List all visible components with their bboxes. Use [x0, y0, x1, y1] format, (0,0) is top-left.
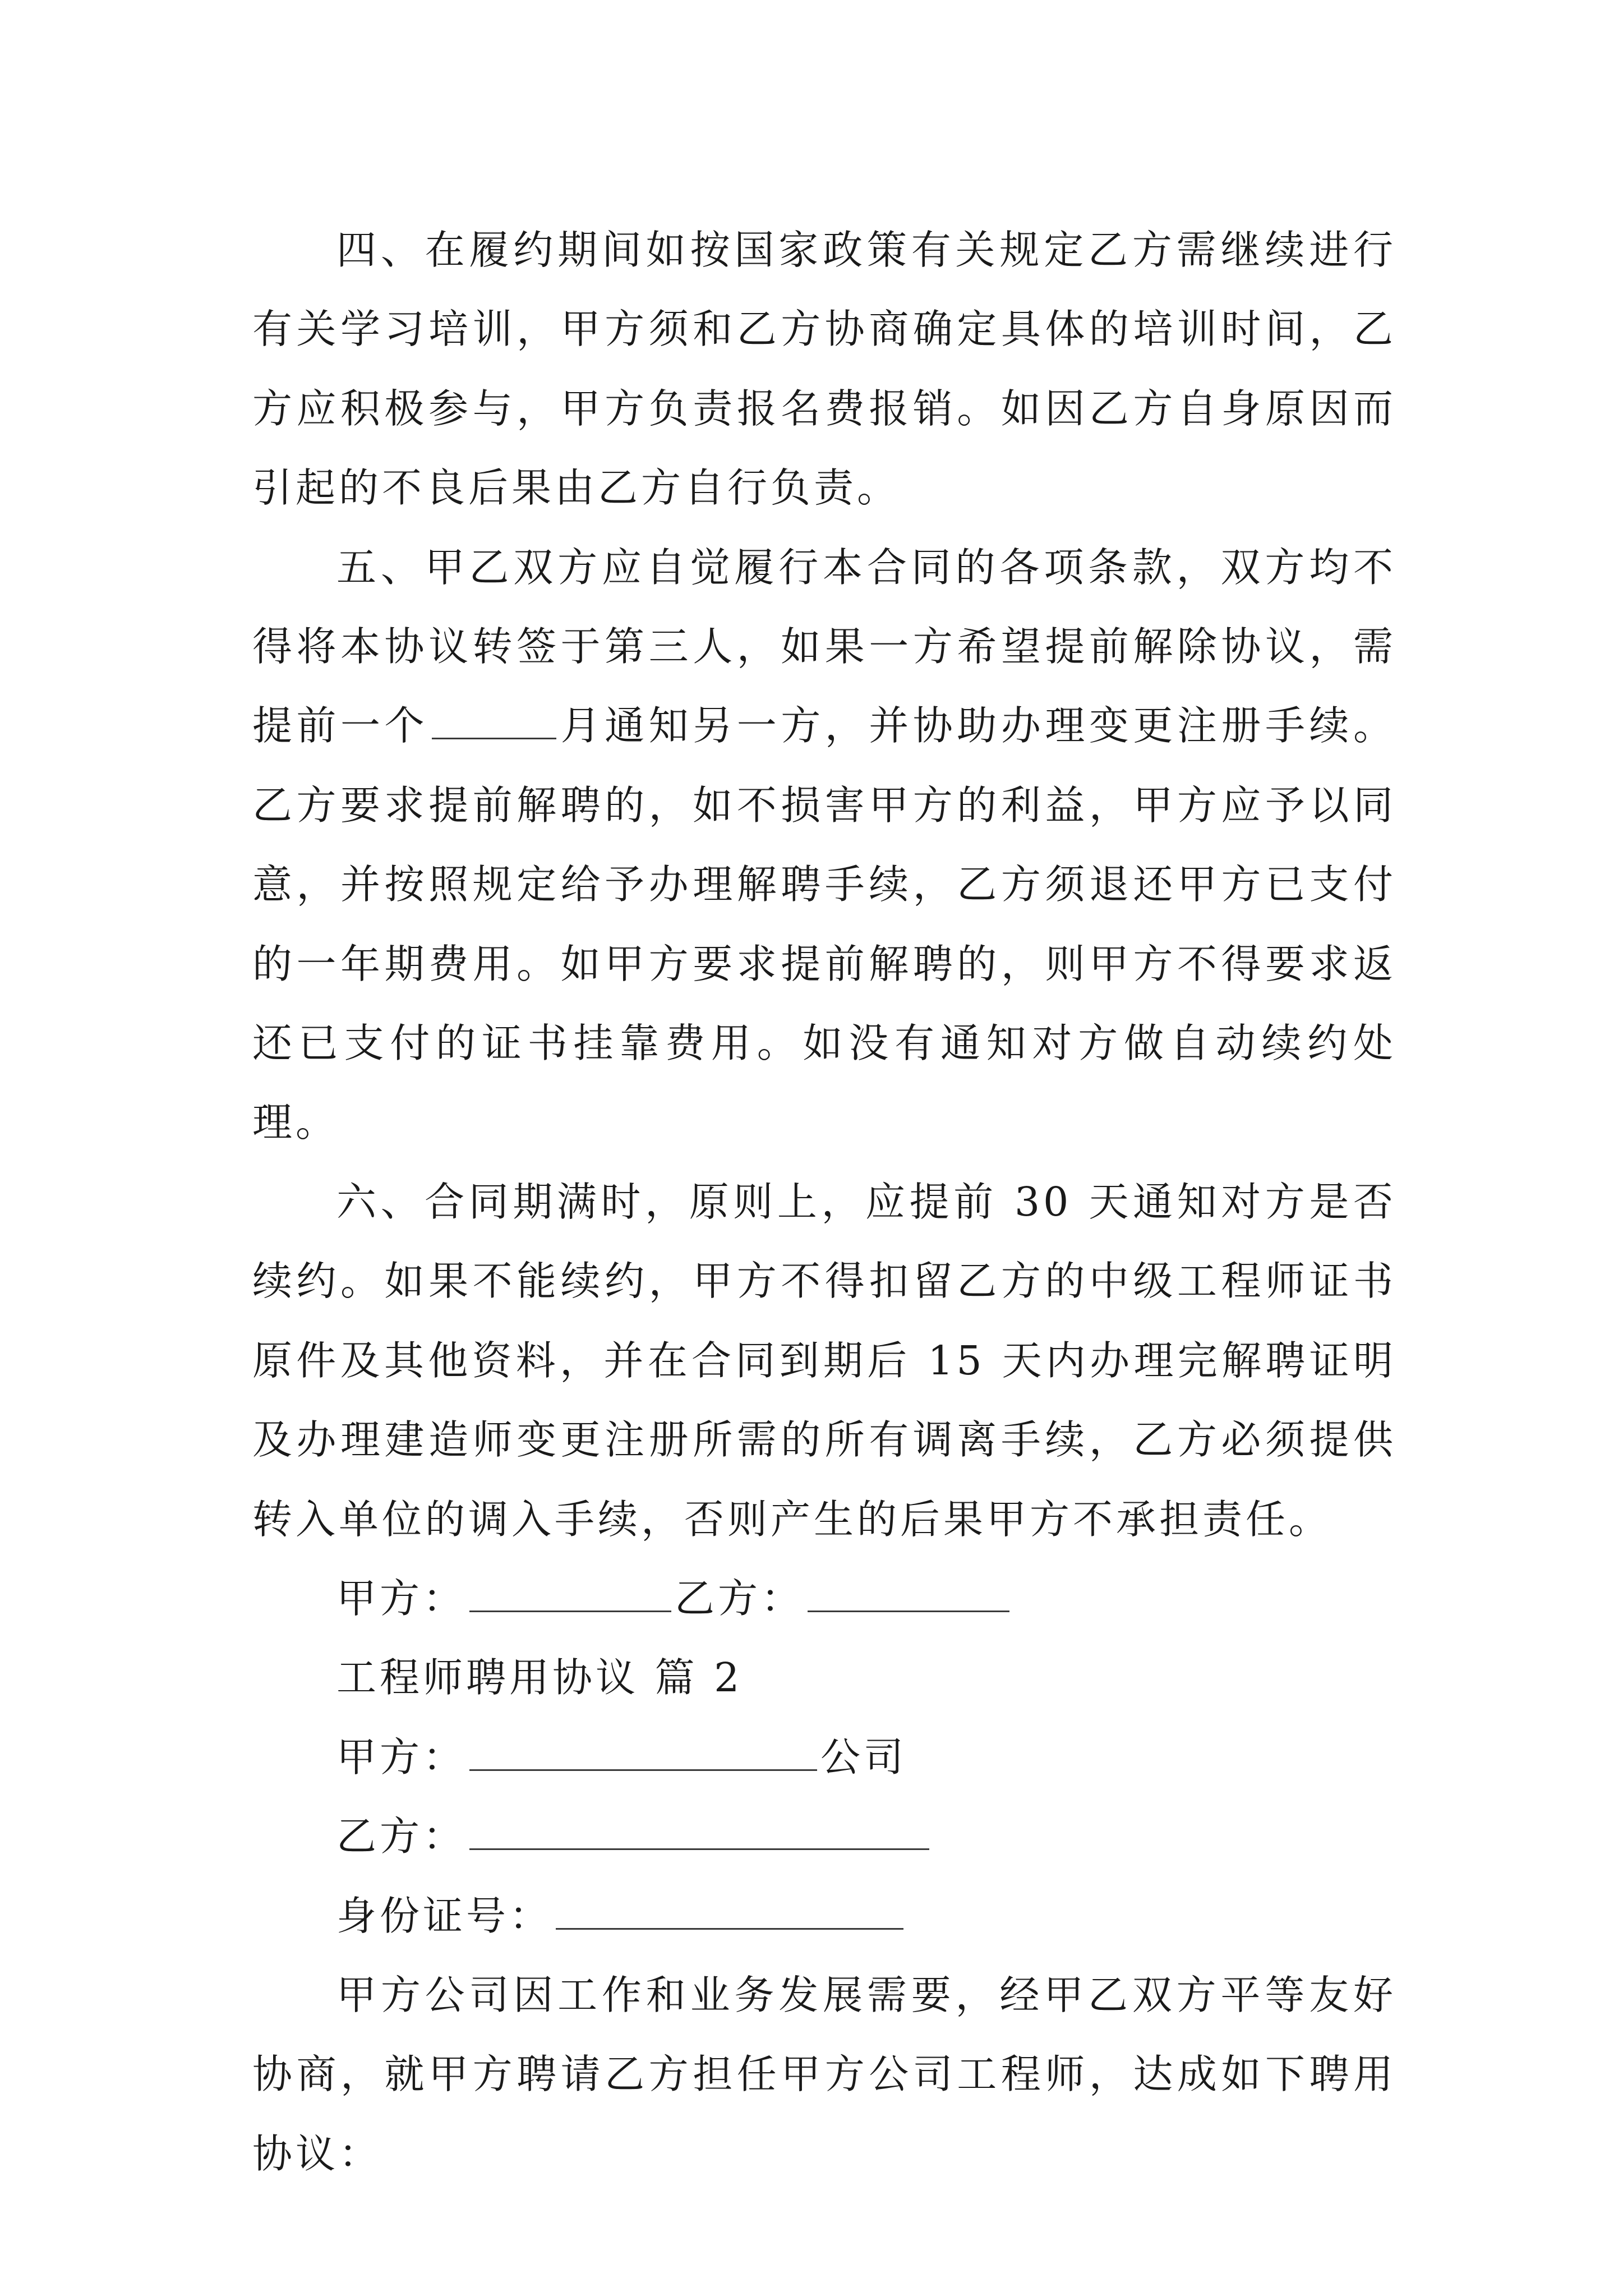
party-b-label: 乙方： — [675, 1575, 805, 1622]
party-a-label-2: 甲方： — [336, 1733, 467, 1780]
document-body — [252, 210, 1396, 2193]
party-b-label-2: 乙方： — [336, 1813, 467, 1860]
party-a-label: 甲方： — [336, 1575, 467, 1622]
id-number-line — [252, 1876, 1396, 1955]
agreement-intro: 甲方公司因工作和业务发展需要，经甲乙双方平等友好协商，就甲方聘请乙方担任甲方公司工程师，达成如下聘用协议： — [252, 1971, 1396, 2177]
clause-four: 四、在履约期间如按国家政策有关规定乙方需继续进行有关学习培训，甲方须和乙方协商确定具体的培训时间，乙方应积极参与，甲方负责报名费报销。如因乙方自身原因而引起的不良后果由乙方自行负责。 — [252, 227, 1396, 512]
clause-five — [252, 528, 1396, 1162]
party-b-signature-blank[interactable] — [808, 1578, 1009, 1612]
party-a-line — [252, 1718, 1396, 1797]
party-a-signature-blank[interactable] — [469, 1578, 671, 1612]
id-number-blank[interactable] — [556, 1895, 903, 1930]
company-suffix: 公司 — [820, 1733, 907, 1780]
clause-five-text-2: 月通知另一方，并协助办理变更注册手续。乙方要求提前解聘的，如不损害甲方的利益，甲方应予以同意，并按照规定给予办理解聘手续，乙方须退还甲方已支付的一年期费用。如甲方要求提前解聘的，则甲方不得要求返还已支付的证书挂靠费用。如没有通知对方做自动续约处理。 — [252, 702, 1396, 1146]
clause-five-text-1: 五、甲乙双方应自觉履行本合同的各项条款，双方均不得将本协议转签于第三人，如果一方希望提前解除协议，需提前一个 — [252, 544, 1396, 749]
notice-months-blank[interactable] — [432, 705, 556, 739]
section-title: 工程师聘用协议 篇 2 — [336, 1654, 743, 1701]
party-b-name-blank[interactable] — [469, 1816, 929, 1850]
signature-line — [252, 1559, 1396, 1638]
party-a-company-blank[interactable] — [469, 1737, 817, 1771]
party-b-line — [252, 1797, 1396, 1876]
clause-six: 六、合同期满时，原则上，应提前 30 天通知对方是否续约。如果不能续约，甲方不得扣留乙方的中级工程师证书原件及其他资料，并在合同到期后 15 天内办理完解聘证明及办理建造师变更注册所需的所有调离手续，乙方必须提供转入单位的调入手续，否则产生的后果甲方不承担责任。 — [252, 1178, 1396, 1543]
id-number-label: 身份证号： — [336, 1892, 553, 1939]
